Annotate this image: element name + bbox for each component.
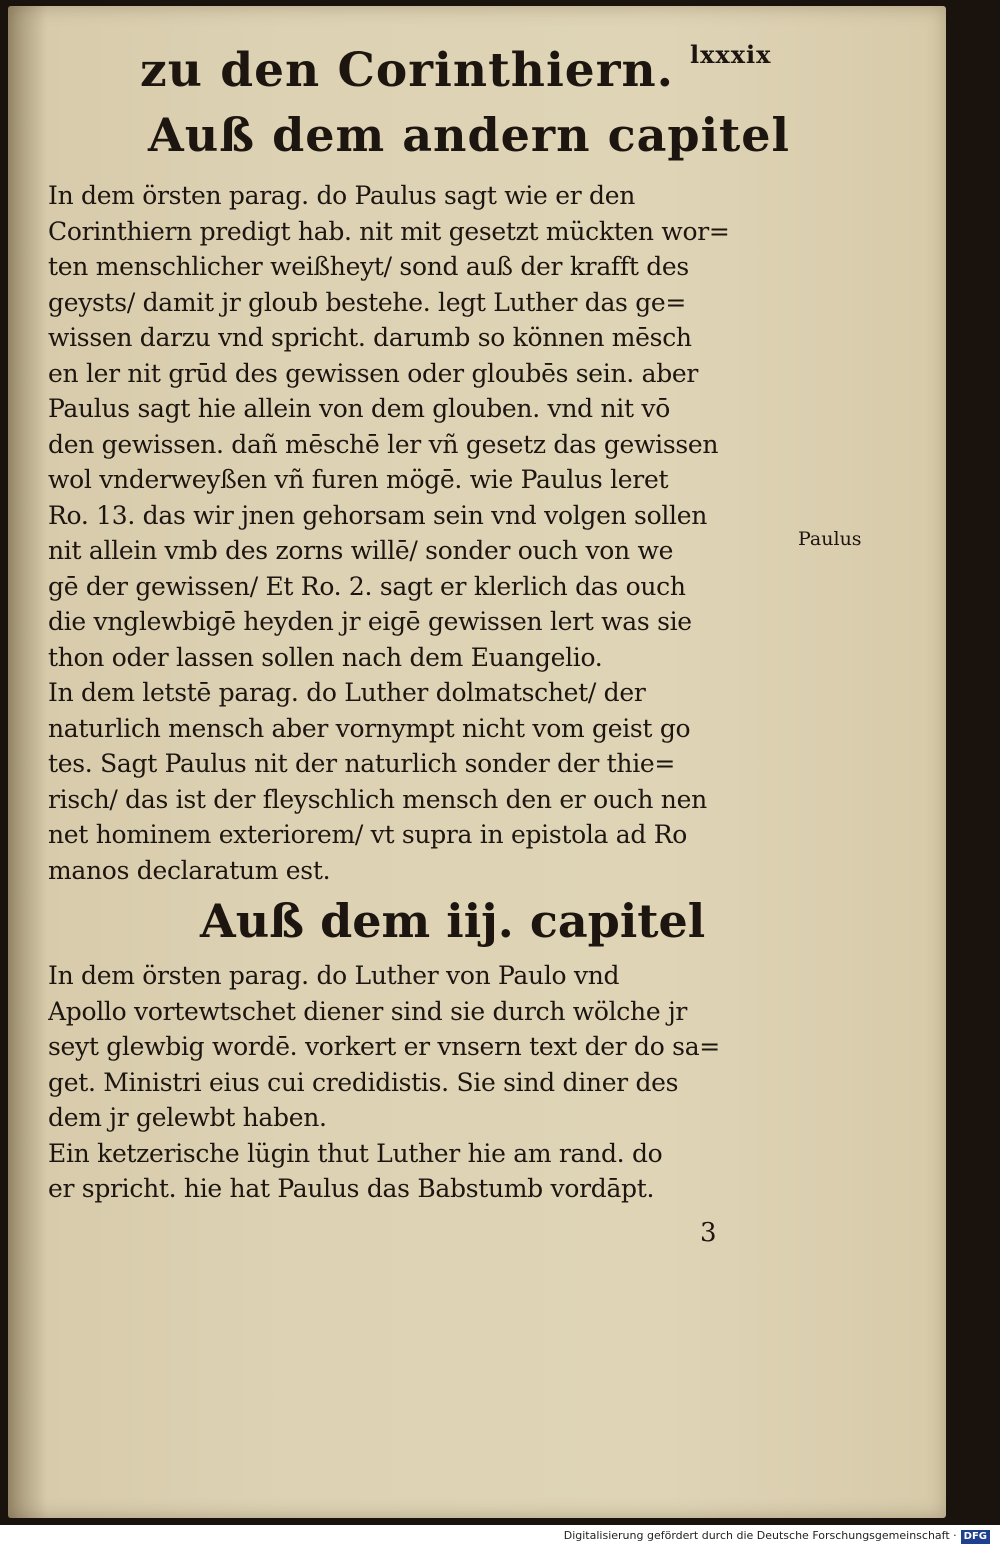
text-block-1 [48,178,788,888]
text-line: Apollo vortewtschet diener sind sie durch wölche jr [48,996,688,1026]
text-line: den gewissen. dañ mēschē ler vñ gesetz das gewissen [48,429,719,459]
signature-mark: 3 [700,1218,717,1248]
running-head: zu den Corinthiern. [140,43,675,98]
dfg-logo: DFG [961,1530,990,1544]
text-line: net hominem exteriorem/ vt supra in epistola ad Ro [48,820,688,849]
text-line: In dem letstē parag. do Luther dolmatschet/ der [48,678,646,707]
text-line: wol vnderweyßen vñ furen mögē. wie Paulus leret [48,465,669,494]
text-line: gē der gewissen/ Et Ro. 2. sagt er klerlich das ouch [48,571,686,601]
text-line: dem jr gelewbt haben. [48,1103,327,1132]
text-line: wissen darzu vnd spricht. darumb so können mēsch [48,323,692,352]
text-line: tes. Sagt Paulus nit der naturlich sonder der thie= [48,749,676,778]
text-line: seyt glewbig wordē. vorkert er vnsern text der do sa= [48,1032,720,1061]
text-line: Corinthiern predigt hab. nit mit gesetzt mückten wor= [48,216,730,246]
gutter-shadow [8,6,48,1518]
text-line: get. Ministri eius cui credidistis. Sie sind diner des [48,1067,679,1097]
text-line: nit allein vmb des zorns willē/ sonder ouch von we [48,536,674,565]
text-line: Paulus sagt hie allein von dem glouben. vnd nit vō [48,394,670,423]
text-line: In dem örsten parag. do Luther von Paulo vnd [48,961,620,990]
text-line: thon oder lassen sollen nach dem Euangelio. [48,642,603,672]
text-line: Ro. 13. das wir jnen gehorsam sein vnd volgen sollen [48,500,708,530]
folio-number: lxxxix [690,40,772,69]
text-line: geysts/ damit jr gloub bestehe. legt Luther das ge= [48,287,687,317]
text-line: Ein ketzerische lügin thut Luther hie am rand. do [48,1138,663,1168]
text-line: naturlich mensch aber vornympt nicht vom geist go [48,713,691,743]
text-line: die vnglewbigē heyden jr eigē gewissen lert was sie [48,607,692,636]
chapter-heading-2: Auß dem andern capitel [148,108,791,162]
funding-footer [560,1527,990,1545]
text-line: manos declaratum est. [48,855,331,885]
text-line: en ler nit grūd des gewissen oder gloubēs sein. aber [48,358,699,388]
text-line: In dem örsten parag. do Paulus sagt wie er den [48,181,635,210]
margin-note: Paulus [798,528,862,550]
text-line: risch/ das ist der fleyschlich mensch den er ouch nen [48,784,707,814]
text-line: ten menschlicher weißheyt/ sond auß der krafft des [48,252,689,281]
text-block-2 [48,958,788,1207]
chapter-heading-3: Auß dem iij. capitel [200,894,706,948]
text-line: er spricht. hie hat Paulus das Babstumb vordāpt. [48,1174,655,1203]
footer-text: Digitalisierung gefördert durch die Deutsche Forschungsgemeinschaft · [563,1529,957,1542]
